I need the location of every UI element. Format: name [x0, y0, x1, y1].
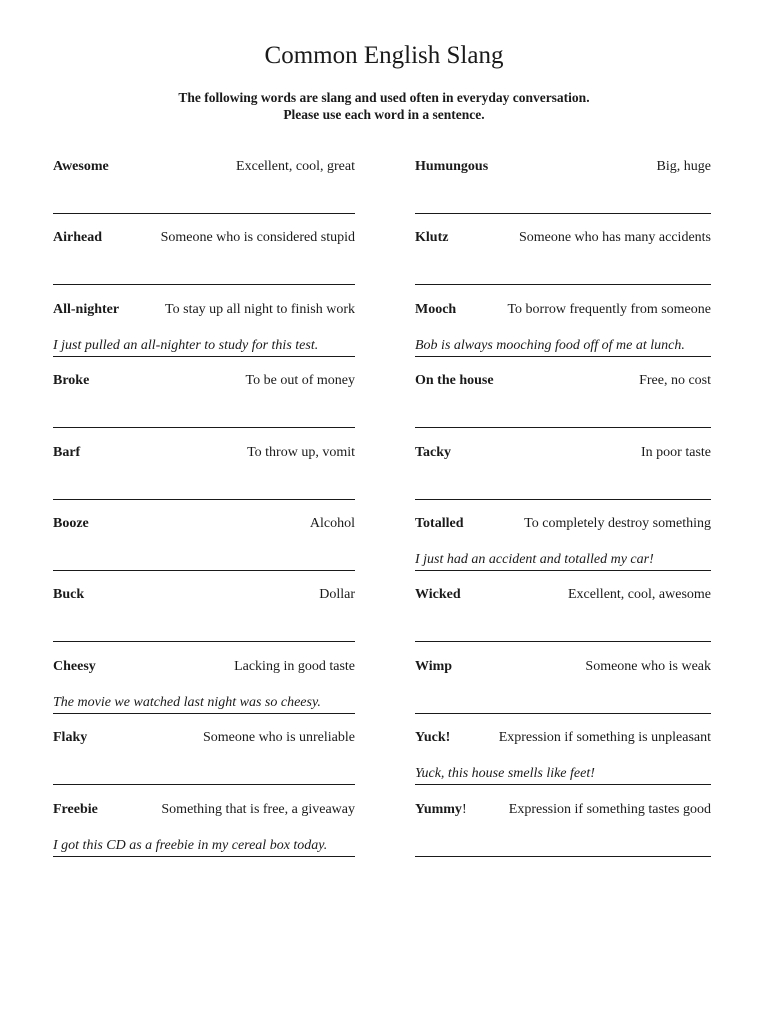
slang-entry	[415, 228, 711, 299]
sentence-line[interactable]	[53, 621, 355, 642]
slang-definition: Someone who is considered stupid	[160, 230, 355, 246]
slang-definition: To throw up, vomit	[247, 444, 355, 460]
sentence-line[interactable]: Yuck, this house smells like feet!	[415, 764, 711, 785]
sentence-line[interactable]: I got this CD as a freebie in my cereal box today.	[53, 836, 355, 857]
slang-term: Broke	[53, 373, 90, 389]
slang-entry	[415, 728, 711, 799]
slang-entry	[53, 443, 355, 514]
slang-term: Buck	[53, 587, 85, 603]
slang-definition: Someone who is unreliable	[202, 730, 355, 746]
slang-entry	[415, 657, 711, 728]
slang-term: Airhead	[53, 230, 102, 246]
slang-entry	[53, 228, 355, 299]
slang-entry	[415, 514, 711, 585]
slang-term: All-nighter	[53, 301, 120, 317]
slang-term: Humungous	[415, 159, 489, 174]
slang-entry	[415, 371, 711, 442]
slang-term: Yuck!	[415, 730, 451, 746]
instructions	[0, 89, 768, 123]
slang-definition: Lacking in good taste	[234, 658, 355, 674]
slang-definition: To stay up all night to finish work	[165, 301, 355, 317]
slang-entry	[53, 585, 355, 656]
slang-entry	[53, 800, 355, 871]
slang-definition: Alcohol	[309, 515, 355, 531]
slang-definition: To be out of money	[245, 373, 355, 389]
slang-entry	[53, 514, 355, 585]
sentence-line[interactable]	[415, 193, 711, 214]
sentence-line[interactable]	[53, 764, 355, 785]
slang-term: Cheesy	[53, 658, 96, 674]
slang-term: Barf	[53, 444, 81, 460]
slang-entry	[53, 371, 355, 442]
slang-term: Awesome	[53, 159, 109, 174]
instructions-line-1: The following words are slang and used often in everyday conversation.	[178, 90, 590, 105]
sentence-line[interactable]	[53, 479, 355, 500]
sentence-line[interactable]	[53, 264, 355, 285]
slang-entry	[53, 728, 355, 799]
slang-definition: Expression if something is unpleasant	[498, 730, 711, 746]
slang-term: Freebie	[53, 801, 98, 817]
slang-definition: Expression if something tastes good	[508, 801, 711, 817]
slang-term: Yummy!	[415, 801, 467, 817]
slang-term: Totalled	[415, 515, 464, 531]
slang-definition: Big, huge	[656, 159, 711, 174]
slang-entry	[415, 300, 711, 371]
slang-definition: Someone who has many accidents	[518, 230, 711, 246]
slang-term: Tacky	[415, 444, 452, 460]
sentence-line[interactable]	[415, 836, 711, 857]
slang-term: Booze	[53, 515, 89, 531]
slang-definition: Free, no cost	[639, 373, 711, 389]
slang-entry	[415, 157, 711, 228]
slang-term: Wicked	[415, 587, 461, 603]
slang-definition: In poor taste	[641, 444, 711, 460]
slang-definition: Dollar	[319, 587, 355, 603]
left-column	[53, 157, 355, 871]
sentence-line[interactable]	[415, 407, 711, 428]
sentence-line[interactable]: I just pulled an all-nighter to study for this test.	[53, 336, 355, 357]
slang-entry	[415, 585, 711, 656]
slang-term: On the house	[415, 373, 494, 389]
sentence-line[interactable]	[415, 479, 711, 500]
page-title: Common English Slang	[264, 42, 504, 69]
right-column	[415, 157, 711, 871]
slang-definition: Excellent, cool, great	[236, 159, 355, 174]
sentence-line[interactable]	[53, 407, 355, 428]
sentence-line[interactable]: The movie we watched last night was so cheesy.	[53, 693, 355, 714]
slang-term: Wimp	[415, 658, 453, 674]
slang-entry	[53, 300, 355, 371]
slang-entry	[415, 443, 711, 514]
slang-definition: Excellent, cool, awesome	[567, 587, 711, 603]
slang-term: Klutz	[415, 230, 449, 246]
slang-definition: Someone who is weak	[585, 658, 711, 674]
sentence-line[interactable]	[53, 550, 355, 571]
sentence-line[interactable]	[415, 264, 711, 285]
slang-entry	[415, 800, 711, 871]
sentence-line[interactable]	[415, 693, 711, 714]
slang-definition: Something that is free, a giveaway	[161, 801, 355, 817]
instructions-line-2: Please use each word in a sentence.	[283, 107, 485, 122]
slang-entry	[53, 657, 355, 728]
slang-term: Mooch	[415, 301, 457, 317]
sentence-line[interactable]: I just had an accident and totalled my car!	[415, 550, 711, 571]
sentence-line[interactable]: Bob is always mooching food off of me at lunch.	[415, 336, 711, 357]
slang-term: Flaky	[53, 730, 88, 746]
slang-entry	[53, 157, 355, 228]
slang-definition: To completely destroy something	[524, 515, 711, 531]
sentence-line[interactable]	[53, 193, 355, 214]
slang-definition: To borrow frequently from someone	[507, 301, 711, 317]
sentence-line[interactable]	[415, 621, 711, 642]
